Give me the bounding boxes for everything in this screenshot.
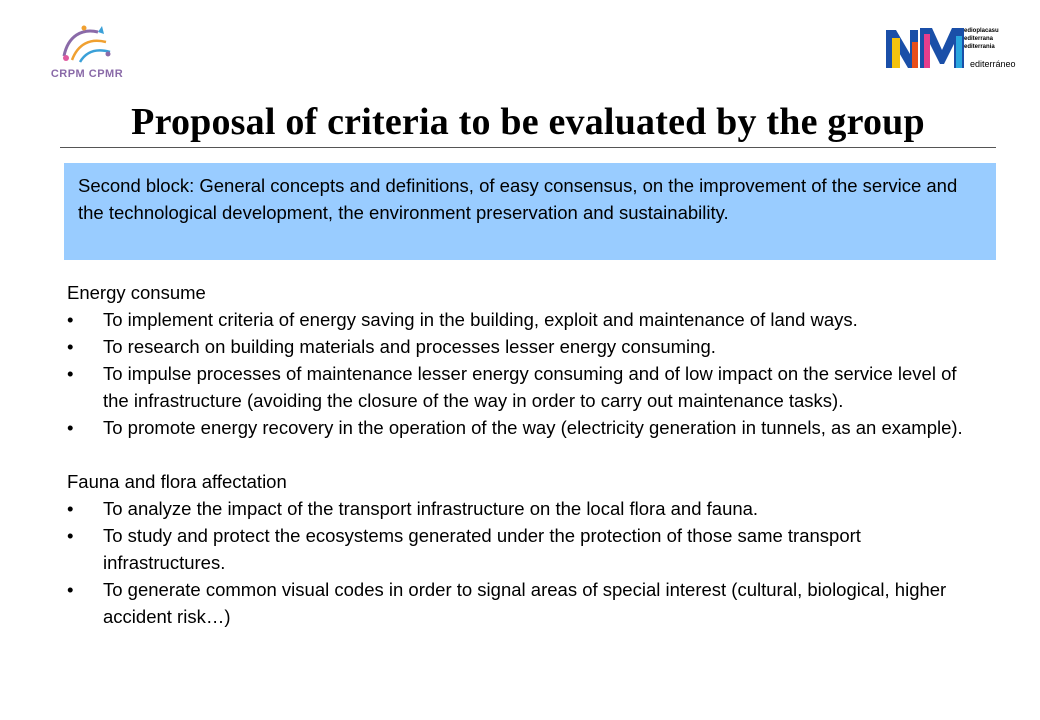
- mediterraneo-logo: [884, 24, 1024, 72]
- page-title: Proposal of criteria to be evaluated by the group: [131, 101, 925, 143]
- bullet-icon: •: [67, 417, 74, 438]
- list-item: • To impulse processes of maintenance lesser energy consuming and of low impact on the service level of the infrastructure (avoiding the closure of the way in order to carry out maintenance tasks).: [67, 360, 977, 414]
- second-block-box: [64, 163, 996, 260]
- list-item: • To study and protect the ecosystems generated under the protection of those same transport infrastructures.: [67, 522, 977, 576]
- list-item: • To generate common visual codes in order to signal areas of special interest (cultural, biological, higher accident risk…): [67, 576, 977, 630]
- crpm-emblem-icon: [58, 22, 116, 68]
- list-item: • To analyze the impact of the transport infrastructure on the local flora and fauna.: [67, 495, 977, 522]
- nm-logo-word: editerráneo: [970, 59, 1016, 69]
- criteria-content: [67, 279, 977, 630]
- title-divider: [60, 147, 996, 148]
- bullet-icon: •: [67, 309, 74, 330]
- list-item: • To implement criteria of energy saving in the building, exploit and maintenance of land ways.: [67, 306, 977, 333]
- crpm-logo-text: CRPM CPMR: [50, 68, 124, 80]
- list-item: • To promote energy recovery in the operation of the way (electricity generation in tunnels, as an example).: [67, 414, 977, 441]
- nm-logo-icon: [884, 24, 968, 70]
- section-heading-energy: Energy consume: [67, 282, 206, 303]
- section-heading-fauna: Fauna and flora affectation: [67, 471, 287, 492]
- nm-logo-tiny-text: edioplacasu editerrana editerrania: [964, 28, 999, 50]
- second-block-text: Second block: General concepts and definitions, of easy consensus, on the improvement of the service and the technological development, the environment preservation and sustainability.: [78, 175, 958, 223]
- bullet-icon: •: [67, 363, 74, 384]
- fauna-bullet-list: [67, 495, 977, 630]
- list-item: • To research on building materials and processes lesser energy consuming.: [67, 333, 977, 360]
- bullet-icon: •: [67, 579, 74, 600]
- energy-bullet-list: [67, 306, 977, 441]
- bullet-icon: •: [67, 525, 74, 546]
- bullet-icon: •: [67, 498, 74, 519]
- crpm-cpmr-logo: [42, 22, 132, 84]
- bullet-icon: •: [67, 336, 74, 357]
- section-spacer: [67, 441, 977, 468]
